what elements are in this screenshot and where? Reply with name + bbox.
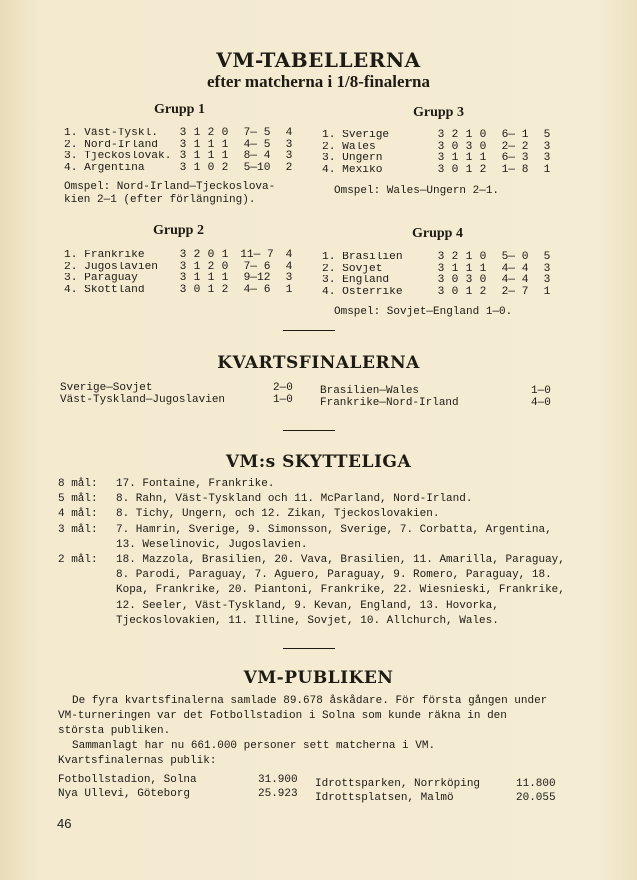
table-row: 1. Sverige 3 2 1 0 6— 1 5 (322, 129, 551, 141)
list-item: Idrottsplatsen, Malmö 20.055 (315, 792, 556, 804)
group-1-note: Omspel: Nord-Irland—Tjeckoslova- kien 2—1 (efter förlängning). (64, 181, 276, 206)
group-1-title: Grupp 1 (154, 102, 205, 117)
table-row: 4. Mexiko 3 0 1 2 1— 8 1 (322, 163, 551, 176)
quarterfinals-right (320, 385, 560, 409)
table-row: 3. England 3 0 3 0 4— 4 3 (322, 274, 551, 286)
audience-total: Sammanlagt har nu 661.000 personer sett matcherna i VM. (72, 740, 436, 752)
group-1-table (64, 128, 296, 174)
audience-venues-left (58, 773, 308, 801)
table-row: 2. Nord-Irland 3 1 1 1 4— 5 3 (64, 138, 293, 151)
list-item: Väst-Tyskland—Jugoslavien 1—0 (60, 394, 293, 406)
table-row: 2. Jugoslavien 3 1 2 0 7— 6 4 (64, 260, 293, 273)
audience-text (58, 694, 558, 769)
group-4-title: Grupp 4 (412, 226, 463, 241)
group-4-table (322, 252, 554, 298)
scorers-list (58, 477, 568, 629)
divider (283, 330, 335, 331)
group-3-note: Omspel: Wales—Ungern 2—1. (334, 185, 500, 197)
table-row: 3. Paraguay 3 1 1 1 9—12 3 (64, 272, 293, 284)
quarterfinals-left (60, 382, 310, 406)
page-subtitle: efter matcherna i 1/8-finalerna (207, 72, 430, 91)
page-number: 46 (57, 816, 72, 831)
table-row: 4. Argentina 3 1 0 2 5—10 2 (64, 161, 293, 174)
table-row: 1. Brasilien 3 2 1 0 5— 0 5 (322, 251, 551, 263)
audience-subheading: Kvartsfinalernas publik: (58, 755, 217, 767)
table-row: 2. Sovjet 3 1 1 1 4— 4 3 (322, 262, 551, 275)
quarterfinals-title: KVARTSFINALERNA (217, 353, 420, 373)
table-row: 4. Skottland 3 0 1 2 4— 6 1 (64, 283, 293, 296)
table-row: 1. Frankrike 3 2 0 1 11— 7 4 (64, 249, 293, 261)
table-row: 2. Wales 3 0 3 0 2— 2 3 (322, 140, 551, 153)
list-item: Frankrike—Nord-Irland 4—0 (320, 397, 551, 409)
table-row: 3. Ungern 3 1 1 1 6— 3 3 (322, 152, 551, 164)
group-3-table (322, 130, 554, 176)
audience-paragraph: De fyra kvartsfinalerna samlade 89.678 åskådare. För första gången under VM-turneringen var det Fotbollstadion i Solna som kunde räkna in den största publiken. (58, 695, 548, 737)
list-item: Brasilien—Wales 1—0 (320, 385, 551, 397)
table-row: 1. Väst-Tyskl. 3 1 2 0 7— 5 4 (64, 127, 293, 139)
list-item: 4 mål: 8. Tichy, Ungern, och 12. Zikan, Tjeckoslovakien. (58, 508, 440, 521)
scorers-title: VM:s SKYTTELIGA (225, 452, 412, 472)
list-item: 2 mål: 18. Mazzola, Brasilien, 20. Vava, Brasilien, 11. Amarilla, Paraguay, 8. Parodi, Paraguay, 7. Aguero, Paraguay, 9. Romero, Paraguay, 18. Kopa, Frankrike, 20. Piantoni, Frankrike, 22. Wiesnieski, Frankrike, 12. Seeler, Väst-Tyskland, 9. Kevan, England, 13. Hovorka, Tjeckoslovakien, 11. Illine, Sovjet, 10. Allchurch, Wales. (58, 554, 565, 627)
list-item: Nya Ullevi, Göteborg 25.923 (58, 788, 298, 800)
group-2-table (64, 250, 296, 296)
list-item: 8 mål: 17. Fontaine, Frankrike. (58, 478, 275, 490)
list-item: 3 mål: 7. Hamrin, Sverige, 9. Simonsson, Sverige, 7. Corbatta, Argentina, 13. Weselinovic, Jugoslavien. (58, 523, 552, 551)
list-item: Sverige—Sovjet 2—0 (60, 382, 293, 394)
list-item: 5 mål: 8. Rahn, Väst-Tyskland och 11. McParland, Nord-Irland. (58, 493, 473, 506)
page-title: VM-TABELLERNA (216, 48, 421, 72)
table-row: 3. Tjeckoslovak. 3 1 1 1 8— 4 3 (64, 150, 293, 162)
audience-title: VM-PUBLIKEN (243, 668, 394, 688)
table-row: 4. Österrike 3 0 1 2 2— 7 1 (322, 285, 551, 298)
divider (283, 430, 335, 431)
group-3-title: Grupp 3 (413, 105, 464, 120)
group-2-title: Grupp 2 (153, 223, 204, 238)
list-item: Fotbollstadion, Solna 31.900 (58, 774, 298, 786)
audience-venues-right (315, 777, 565, 805)
divider (283, 648, 335, 649)
list-item: Idrottsparken, Norrköping 11.800 (315, 778, 556, 790)
group-4-note: Omspel: Sovjet—England 1—0. (334, 306, 513, 318)
